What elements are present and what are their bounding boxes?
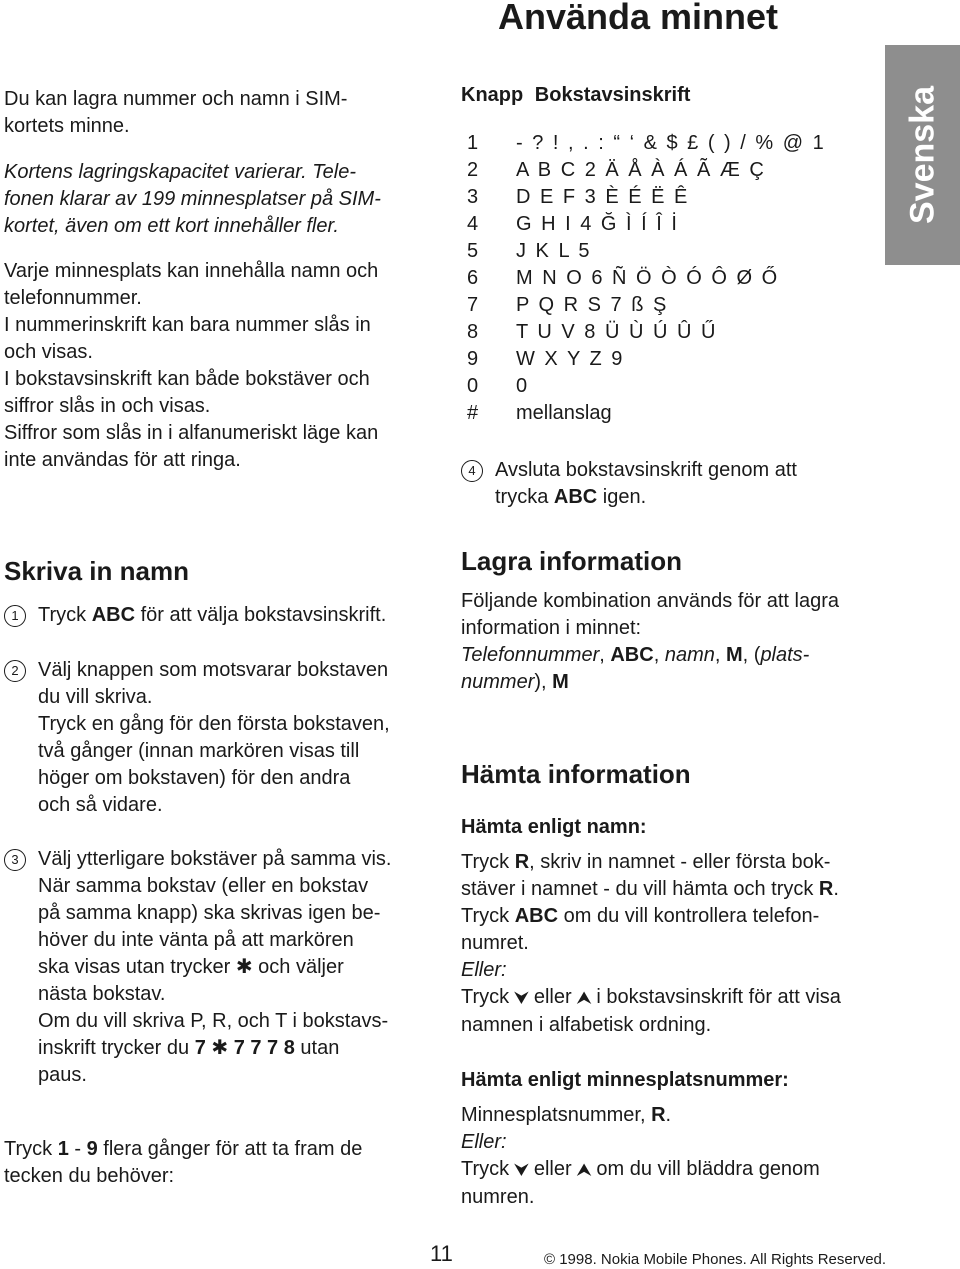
chars-col-header: Bokstavsinskrift — [534, 84, 691, 106]
hamta-heading: Hämta information — [461, 759, 691, 789]
key-row: 5 J K L 5 — [467, 240, 592, 262]
language-tab — [885, 45, 960, 265]
step-3-text: Välj ytterligare bokstäver på samma vis. När samma bokstav (eller en bokstav på samma knapp) ska skrivas igen be- höver du inte vänta på att markören ska visas utan trycker ✱ och väljer nästa bokstav. Om du vill skriva P, R, och T i bokstavs- inskrift trycker du 7 ✱ 7 7 7 8 utan paus. — [38, 848, 392, 1086]
key-col-header: Knapp — [461, 84, 524, 106]
lagra-text: Följande kombination används för att lagra information i minnet: Telefonnummer, ABC, namn, M, (plats- nummer), M — [461, 590, 840, 693]
modes-line: telefonnummer. — [4, 287, 142, 309]
key-table-header — [461, 84, 690, 107]
hamta-by-slot-text: Minnesplatsnummer, R. Eller: Tryck ⮟ eller ⮝ om du vill bläddra genom numren. — [461, 1104, 820, 1208]
hamta-by-slot-heading: Hämta enligt minnesplatsnummer: — [461, 1069, 789, 1091]
key-row: # mellanslag — [467, 402, 612, 424]
tryck-paragraph: Tryck 1 - 9 flera gånger för att ta fram de tecken du behöver: — [4, 1138, 363, 1187]
key-row: 6 M N O 6 Ñ Ö Ò Ó Ô Ø Ő — [467, 267, 780, 289]
arrow-down-icon: ⮟ — [514, 990, 529, 1007]
step-number-1: 1 — [4, 605, 26, 627]
key-row: 8 T U V 8 Ü Ù Ú Û Ű — [467, 321, 718, 343]
step-number-3: 3 — [4, 849, 26, 871]
key-row: 4 G H I 4 Ğ Ì Í Î İ — [467, 213, 679, 235]
key-row: 7 P Q R S 7 ß Ş — [467, 294, 669, 316]
skriva-heading: Skriva in namn — [4, 556, 189, 586]
key-row: 9 W X Y Z 9 — [467, 348, 625, 370]
capacity-line: kortet, även om ett kort innehåller fler. — [4, 215, 339, 237]
intro-modes — [4, 258, 424, 474]
modes-line: och visas. — [4, 341, 93, 363]
capacity-line: Kortens lagringskapacitet varierar. Tele- — [4, 161, 357, 183]
step-1-text: Tryck ABC för att välja bokstavsinskrift. — [38, 604, 387, 626]
copyright: © 1998. Nokia Mobile Phones. All Rights Reserved. — [544, 1251, 887, 1268]
language-tab-label: Svenska — [903, 86, 941, 224]
step-2-text: Välj knappen som motsvarar bokstaven du vill skriva. Tryck en gång för den första bokstaven, två gånger (innan markören visas till höger om bokstaven) för den andra och så vidare. — [38, 659, 390, 816]
modes-line: Varje minnesplats kan innehålla namn och — [4, 260, 379, 282]
lagra-heading: Lagra information — [461, 546, 683, 576]
star-key-icon: ✱ — [235, 956, 253, 978]
modes-line: Siffror som slås in i alfanumeriskt läge kan — [4, 422, 379, 444]
page-number: 11 — [430, 1241, 453, 1266]
capacity-line: fonen klarar av 199 minnesplatser på SIM- — [4, 188, 381, 210]
modes-line: I nummerinskrift kan bara nummer slås in — [4, 314, 371, 336]
arrow-up-icon: ⮝ — [577, 1162, 591, 1179]
modes-line: inte användas för att ringa. — [4, 449, 241, 471]
hamta-by-name-heading: Hämta enligt namn: — [461, 816, 647, 838]
modes-line: I bokstavsinskrift kan både bokstäver och — [4, 368, 370, 390]
step-number-2: 2 — [4, 660, 26, 682]
intro-capacity — [4, 159, 424, 240]
step-number-4: 4 — [461, 460, 483, 482]
modes-line: siffror slås in och visas. — [4, 395, 211, 417]
page-title: Använda minnet — [497, 0, 778, 37]
key-row: 0 0 — [467, 375, 530, 397]
arrow-down-icon: ⮟ — [514, 1162, 529, 1179]
step-4-text: Avsluta bokstavsinskrift genom att trycka ABC igen. — [495, 459, 797, 508]
arrow-up-icon: ⮝ — [577, 990, 591, 1007]
hamta-by-name-text: Tryck R, skriv in namnet - eller första bok- stäver i namnet - du vill hämta och tryck R. Tryck ABC om du vill kontrollera telefon- numret. Eller: Tryck ⮟ eller ⮝ i bokstavsinskrift för att visa namnen i alfabetisk ordning. — [461, 851, 841, 1036]
key-row: 3 D E F 3 È É Ë Ê — [467, 186, 690, 208]
intro-section — [4, 86, 424, 140]
key-row: 1 - ? ! , . : “ ‘ & $ £ ( ) / % @ 1 — [467, 132, 826, 154]
intro-paragraph-1: Du kan lagra nummer och namn i SIM-kortets minne. — [4, 88, 348, 137]
key-row: 2 A B C 2 Ä Å À Á Ã Æ Ç — [467, 159, 766, 181]
